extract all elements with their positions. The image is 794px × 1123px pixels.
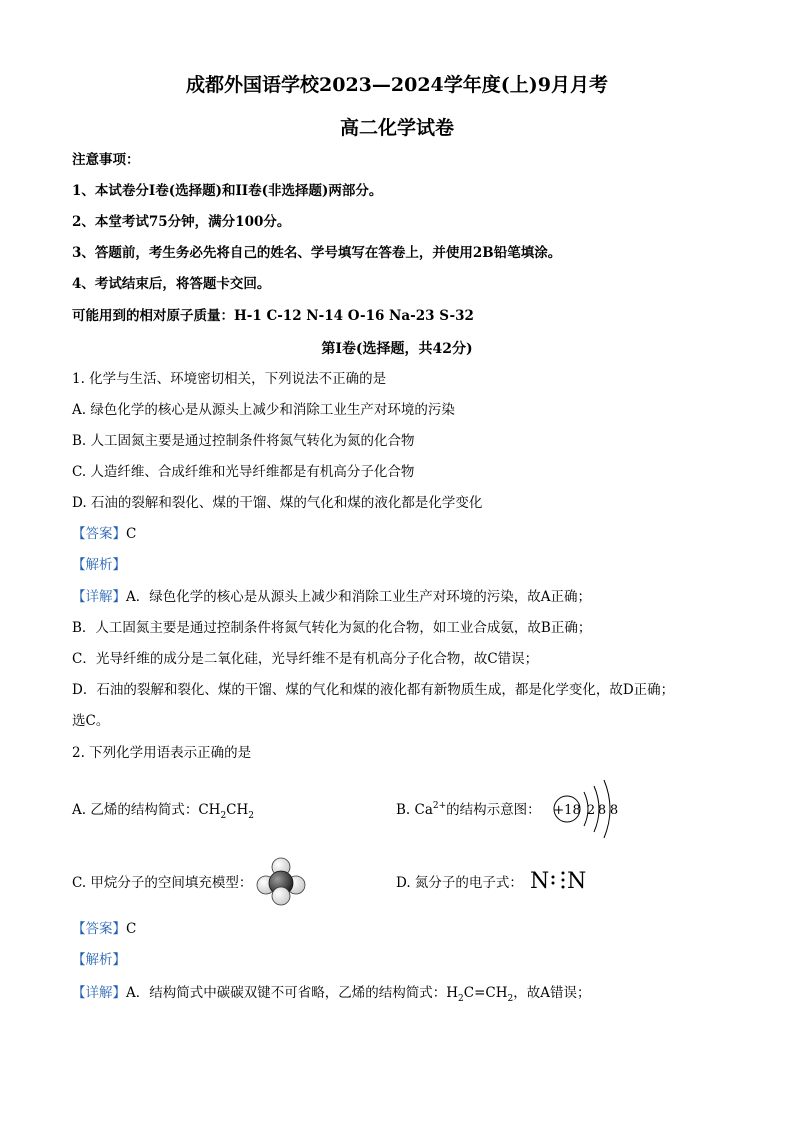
- option-text: A. 乙烯的结构简式：CH: [72, 802, 221, 818]
- q2-option-a: [72, 800, 254, 822]
- electron-dot: [562, 872, 565, 875]
- electron-dot: [552, 882, 555, 885]
- electron-dot: [562, 879, 565, 882]
- electron-dot: [562, 886, 565, 889]
- detail-text: A．绿色化学的核心是从源头上减少和消除工业生产对环境的污染，故A正确；: [126, 589, 591, 605]
- note-item: 3、答题前，考生务必先将自己的姓名、学号填写在答卷上，并使用2B铅笔填涂。: [72, 245, 562, 261]
- exam-title: 成都外国语学校2023—2024学年度(上)9月月考: [186, 74, 608, 96]
- answer-value: C: [126, 526, 137, 542]
- q1-option-d: D. 石油的裂解和裂化、煤的干馏、煤的气化和煤的液化都是化学变化: [72, 495, 483, 511]
- subscript: 2: [458, 994, 464, 1004]
- q1-conclusion: 选C。: [72, 713, 110, 729]
- answer-tag: 【答案】: [72, 921, 126, 937]
- nitrogen-symbol: N: [530, 869, 550, 894]
- detail-tag: 【详解】: [72, 985, 126, 1001]
- note-item: 2、本堂考试75分钟，满分100分。: [72, 214, 291, 230]
- subscript: 2: [507, 994, 514, 1004]
- q1-detail-d: D．石油的裂解和裂化、煤的干馏、煤的气化和煤的液化都有新物质生成，都是化学变化，故D正确；: [72, 682, 675, 698]
- answer-tag: 【答案】: [72, 526, 126, 542]
- note-item: 1、本试卷分I卷(选择题)和II卷(非选择题)两部分。: [72, 183, 383, 199]
- ca-ion-structure-diagram: [548, 780, 628, 840]
- notes-heading: 注意事项：: [72, 152, 140, 168]
- section-title: 第I卷(选择题，共42分): [321, 341, 473, 357]
- q1-detail-c: C．光导纤维的成分是二氧化硅，光导纤维不是有机高分子化合物，故C错误；: [72, 651, 539, 667]
- q2-stem: 2. 下列化学用语表示正确的是: [72, 745, 252, 761]
- subscript: 2: [248, 811, 255, 821]
- q1-option-a: A. 绿色化学的核心是从源头上减少和消除工业生产对环境的污染: [72, 402, 455, 418]
- shell-electron-count: 8: [597, 803, 607, 818]
- n2-electron-formula: [528, 864, 588, 896]
- q1-option-c: C. 人造纤维、合成纤维和光导纤维都是有机高分子化合物: [72, 464, 415, 480]
- nitrogen-symbol: N: [567, 869, 587, 894]
- superscript: 2+: [432, 801, 447, 811]
- nucleus-charge: +18: [553, 803, 581, 818]
- q1-stem: 1. 化学与生活、环境密切相关，下列说法不正确的是: [72, 371, 387, 387]
- note-item: 4、考试结束后，将答题卡交回。: [72, 276, 271, 292]
- q2-option-b: [396, 800, 541, 822]
- q1-detail-a: [72, 587, 591, 607]
- q2-analysis-tag: 【解析】: [72, 952, 126, 968]
- atomic-masses: 可能用到的相对原子质量：H-1 C-12 N-14 O-16 Na-23 S-32: [72, 308, 474, 324]
- option-text: CH: [226, 802, 249, 818]
- q2-detail-a: [72, 983, 591, 1005]
- answer-value: C: [126, 921, 137, 937]
- q1-analysis-tag: 【解析】: [72, 557, 126, 573]
- hydrogen-atom: [272, 887, 290, 905]
- q2-option-c: C. 甲烷分子的空间填充模型：: [72, 875, 253, 891]
- detail-text: C=CH: [463, 985, 508, 1001]
- exam-subtitle: 高二化学试卷: [339, 117, 454, 139]
- q2-answer: [72, 919, 136, 939]
- option-text: B. Ca: [396, 802, 433, 818]
- detail-text: A．结构简式中碳碳双键不可省略，乙烯的结构简式：H: [126, 985, 459, 1001]
- subscript: 2: [220, 811, 227, 821]
- shell-electron-count: 2: [586, 803, 596, 818]
- shell-electron-count: 8: [609, 803, 619, 818]
- q1-option-b: B. 人工固氮主要是通过控制条件将氮气转化为氮的化合物: [72, 433, 415, 449]
- detail-tag: 【详解】: [72, 589, 126, 605]
- q1-detail-b: B．人工固氮主要是通过控制条件将氮气转化为氮的化合物，如工业合成氨，故B正确；: [72, 620, 592, 636]
- detail-text: ，故A错误；: [513, 985, 591, 1001]
- q1-answer: [72, 524, 136, 544]
- methane-space-filling-model: [258, 857, 304, 907]
- option-text: 的结构示意图：: [446, 802, 541, 818]
- electron-dot: [552, 876, 555, 879]
- q2-option-d: D. 氮分子的电子式：: [396, 875, 523, 891]
